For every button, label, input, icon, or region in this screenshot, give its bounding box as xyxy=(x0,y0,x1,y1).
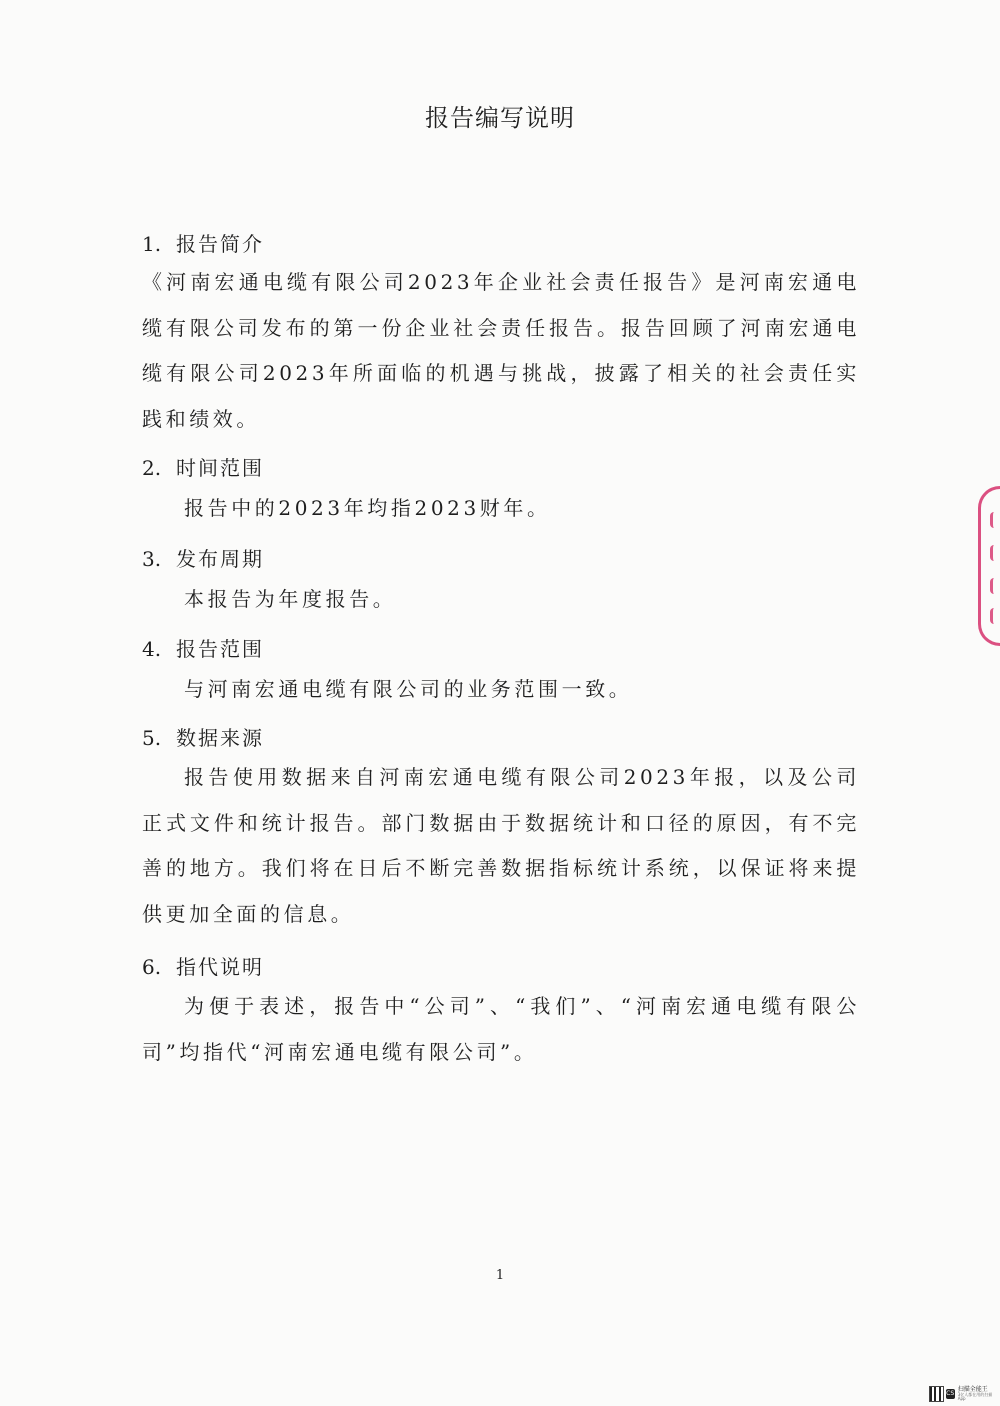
section-heading-5 xyxy=(142,722,264,751)
scanner-tagline: 3亿人都在用的扫描App xyxy=(957,1392,993,1401)
seal-mark xyxy=(990,512,1000,528)
section-body-4: 与河南宏通电缆有限公司的业务范围一致。 xyxy=(184,677,633,701)
scanner-app-name: 扫描全能王 xyxy=(957,1386,988,1393)
section-body-5: 报告使用数据来自河南宏通电缆有限公司2023年报，以及公司正式文件和统计报告。部门数据由于数据统计和口径的原因，有不完善的地方。我们将在日后不断完善数据指标统计系统，以保证将来提供更加全面的信息。 xyxy=(142,765,860,926)
section-number: 6. xyxy=(142,955,162,979)
scanner-watermark xyxy=(930,1386,996,1402)
seal-mark xyxy=(990,578,1000,594)
section-title: 数据来源 xyxy=(176,726,264,750)
scanner-logo-icon: CS xyxy=(946,1390,955,1397)
section-heading-6 xyxy=(142,951,264,980)
section-title: 报告简介 xyxy=(176,232,264,256)
section-heading-4 xyxy=(142,633,264,662)
section-title: 报告范围 xyxy=(176,637,264,661)
section-body-6: 为便于表述，报告中“公司”、“我们”、“河南宏通电缆有限公司”均指代“河南宏通电缆有限公司”。 xyxy=(142,994,860,1064)
seal-mark xyxy=(990,545,1000,561)
section-heading-3 xyxy=(142,543,264,572)
section-title: 时间范围 xyxy=(176,456,264,480)
section-title: 指代说明 xyxy=(176,955,264,979)
seal-mark xyxy=(990,608,1000,624)
section-body-3: 本报告为年度报告。 xyxy=(184,587,397,611)
qr-code-icon xyxy=(930,1387,943,1401)
section-number: 2. xyxy=(142,456,162,480)
section-heading-2 xyxy=(142,452,264,481)
section-heading-1 xyxy=(142,228,264,257)
section-number: 4. xyxy=(142,637,162,661)
section-body-1: 《河南宏通电缆有限公司2023年企业社会责任报告》是河南宏通电缆有限公司发布的第一份企业社会责任报告。报告回顾了河南宏通电缆有限公司2023年所面临的机遇与挑战，披露了相关的社会责任实践和绩效。 xyxy=(142,270,860,431)
section-title: 发布周期 xyxy=(176,547,264,571)
page-title: 报告编写说明 xyxy=(425,104,575,132)
section-number: 3. xyxy=(142,547,162,571)
scanner-text xyxy=(958,1387,996,1401)
section-body-2: 报告中的2023年均指2023财年。 xyxy=(184,496,551,520)
section-number: 5. xyxy=(142,726,162,750)
section-number: 1. xyxy=(142,232,162,256)
page-number: 1 xyxy=(495,1268,505,1283)
